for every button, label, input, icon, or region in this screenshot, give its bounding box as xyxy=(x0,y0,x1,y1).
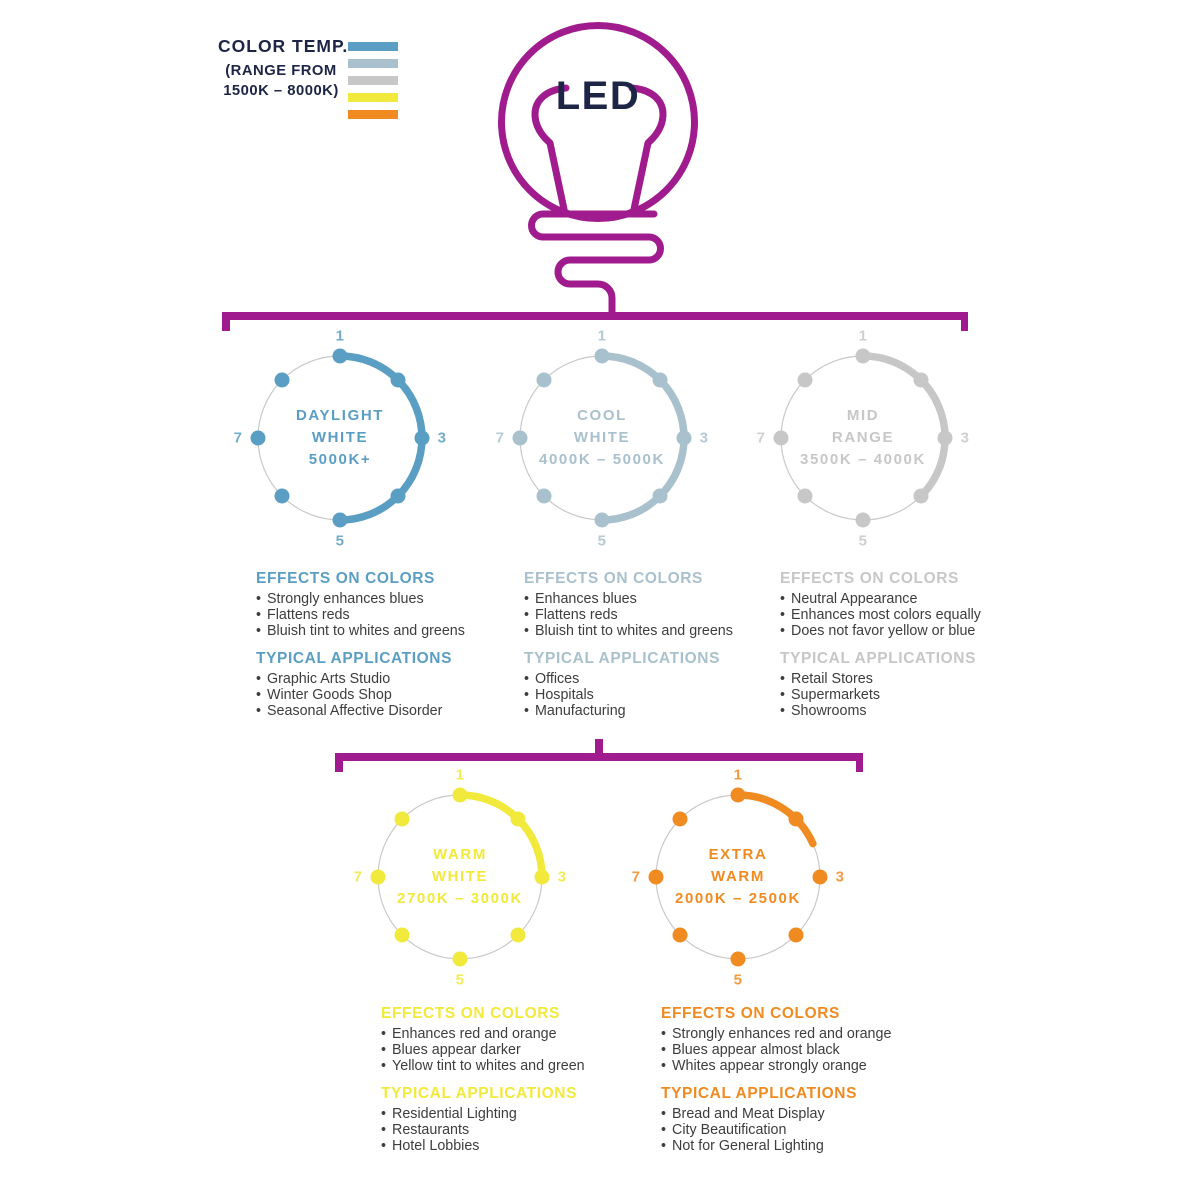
applications-list xyxy=(780,671,1050,719)
applications-heading: TYPICAL APPLICATIONS xyxy=(661,1085,858,1102)
effects-text: Strongly enhances blues xyxy=(267,591,424,607)
category-text-block xyxy=(524,571,794,719)
bullet-dot: • xyxy=(780,607,786,623)
dial-number-7: 7 xyxy=(353,868,363,886)
applications-list xyxy=(256,671,526,719)
effects-heading: EFFECTS ON COLORS xyxy=(780,570,959,587)
effects-item xyxy=(256,591,526,607)
applications-text: Hotel Lobbies xyxy=(392,1138,480,1154)
legend-subtitle-line1: (RANGE FROM xyxy=(225,63,337,79)
bullet-dot: • xyxy=(780,703,786,719)
effects-text: Blues appear darker xyxy=(392,1042,521,1058)
applications-item xyxy=(256,703,526,719)
applications-text: Showrooms xyxy=(791,703,867,719)
bullet-dot: • xyxy=(661,1106,667,1122)
applications-text: Retail Stores xyxy=(791,671,873,687)
dial-number-5: 5 xyxy=(597,532,607,550)
applications-item xyxy=(780,703,1050,719)
bullet-dot: • xyxy=(381,1122,387,1138)
applications-item xyxy=(524,703,794,719)
applications-list xyxy=(524,671,794,719)
applications-text: Restaurants xyxy=(392,1122,470,1138)
dial-number-1: 1 xyxy=(455,766,465,784)
effects-item xyxy=(524,591,794,607)
effects-text: Enhances blues xyxy=(535,591,637,607)
dial-number-5: 5 xyxy=(335,532,345,550)
applications-heading: TYPICAL APPLICATIONS xyxy=(780,650,977,667)
led-label: LED xyxy=(555,74,641,118)
dial-title-warm-white xyxy=(365,844,555,910)
mid-range-swatch xyxy=(348,76,398,85)
bracket-top-bar xyxy=(222,312,968,320)
effects-item xyxy=(381,1026,651,1042)
effects-item xyxy=(780,607,1050,623)
color-temp-legend xyxy=(218,36,349,101)
effects-text: Blues appear almost black xyxy=(672,1042,840,1058)
applications-item xyxy=(661,1106,931,1122)
effects-item xyxy=(381,1058,651,1074)
effects-list xyxy=(661,1026,931,1074)
dial-number-7: 7 xyxy=(233,429,243,447)
bullet-dot: • xyxy=(780,671,786,687)
effects-text: Whites appear strongly orange xyxy=(672,1058,867,1074)
bracket-bottom-left-tick xyxy=(335,753,343,772)
dial-title-line: DAYLIGHT xyxy=(295,407,385,424)
applications-text: Not for General Lighting xyxy=(672,1138,824,1154)
dial-title-line: WHITE xyxy=(311,429,369,446)
dial-title-line: EXTRA xyxy=(708,846,768,863)
dial-number-3: 3 xyxy=(437,429,447,447)
bullet-dot: • xyxy=(524,623,530,639)
applications-text: Supermarkets xyxy=(791,687,881,703)
applications-list xyxy=(661,1106,931,1154)
applications-heading: TYPICAL APPLICATIONS xyxy=(381,1085,578,1102)
applications-heading: TYPICAL APPLICATIONS xyxy=(524,650,721,667)
effects-item xyxy=(661,1026,931,1042)
led-bulb-icon xyxy=(480,10,720,320)
dial-title-line: COOL xyxy=(577,407,627,424)
bullet-dot: • xyxy=(256,671,262,687)
dial-number-1: 1 xyxy=(858,327,868,345)
effects-heading: EFFECTS ON COLORS xyxy=(661,1005,840,1022)
applications-item xyxy=(381,1122,651,1138)
applications-item xyxy=(524,687,794,703)
dial-number-1: 1 xyxy=(733,766,743,784)
effects-item xyxy=(661,1042,931,1058)
applications-text: Seasonal Affective Disorder xyxy=(267,703,443,719)
dial-title-line: WHITE xyxy=(431,868,489,885)
dial-title-line: WARM xyxy=(711,868,765,885)
applications-list xyxy=(381,1106,651,1154)
applications-text: Offices xyxy=(535,671,580,687)
applications-item xyxy=(381,1138,651,1154)
bullet-dot: • xyxy=(381,1042,387,1058)
effects-text: Enhances red and orange xyxy=(392,1026,557,1042)
bullet-dot: • xyxy=(524,671,530,687)
dial-title-extra-warm xyxy=(643,844,833,910)
effects-heading: EFFECTS ON COLORS xyxy=(381,1005,560,1022)
bullet-dot: • xyxy=(661,1122,667,1138)
effects-item xyxy=(524,607,794,623)
bullet-dot: • xyxy=(256,623,262,639)
dial-number-1: 1 xyxy=(597,327,607,345)
dial-title-cool-white xyxy=(507,405,697,471)
bullet-dot: • xyxy=(661,1042,667,1058)
bullet-dot: • xyxy=(256,591,262,607)
daylight-white-swatch xyxy=(348,42,398,51)
dial-number-3: 3 xyxy=(699,429,709,447)
dial-number-7: 7 xyxy=(495,429,505,447)
cool-white-swatch xyxy=(348,59,398,68)
bullet-dot: • xyxy=(524,703,530,719)
applications-text: Residential Lighting xyxy=(392,1106,517,1122)
applications-text: Winter Goods Shop xyxy=(267,687,392,703)
category-text-block xyxy=(381,1006,651,1154)
applications-heading: TYPICAL APPLICATIONS xyxy=(256,650,453,667)
bullet-dot: • xyxy=(524,591,530,607)
category-text-block xyxy=(661,1006,931,1154)
effects-item xyxy=(381,1042,651,1058)
dial-title-line: WARM xyxy=(433,846,487,863)
applications-item xyxy=(661,1122,931,1138)
effects-list xyxy=(256,591,526,639)
effects-text: Yellow tint to whites and green xyxy=(392,1058,585,1074)
warm-white-swatch xyxy=(348,93,398,102)
dial-number-7: 7 xyxy=(631,868,641,886)
applications-text: City Beautification xyxy=(672,1122,787,1138)
bullet-dot: • xyxy=(524,607,530,623)
bullet-dot: • xyxy=(780,687,786,703)
effects-item xyxy=(256,607,526,623)
effects-text: Flattens reds xyxy=(267,607,350,623)
legend-title: COLOR TEMP. xyxy=(218,36,349,56)
dial-number-5: 5 xyxy=(455,971,465,989)
effects-text: Bluish tint to whites and greens xyxy=(267,623,465,639)
effects-list xyxy=(780,591,1050,639)
dial-number-3: 3 xyxy=(557,868,567,886)
effects-text: Does not favor yellow or blue xyxy=(791,623,976,639)
dial-number-5: 5 xyxy=(733,971,743,989)
dial-title-line: RANGE xyxy=(831,429,895,446)
bracket-bottom-bar xyxy=(335,753,863,761)
bullet-dot: • xyxy=(780,591,786,607)
legend-subtitle-line2: 1500K – 8000K) xyxy=(223,83,339,99)
effects-text: Enhances most colors equally xyxy=(791,607,981,623)
dial-number-1: 1 xyxy=(335,327,345,345)
applications-text: Hospitals xyxy=(535,687,594,703)
dial-number-5: 5 xyxy=(858,532,868,550)
applications-item xyxy=(256,671,526,687)
dial-title-daylight-white xyxy=(245,405,435,471)
bullet-dot: • xyxy=(256,607,262,623)
effects-item xyxy=(524,623,794,639)
legend-swatch-list xyxy=(348,42,398,127)
applications-item xyxy=(381,1106,651,1122)
category-text-block xyxy=(256,571,526,719)
bullet-dot: • xyxy=(661,1026,667,1042)
dial-number-3: 3 xyxy=(835,868,845,886)
effects-text: Strongly enhances red and orange xyxy=(672,1026,892,1042)
applications-text: Bread and Meat Display xyxy=(672,1106,825,1122)
effects-item xyxy=(256,623,526,639)
dial-title-line: 3500K – 4000K xyxy=(800,451,926,468)
bullet-dot: • xyxy=(780,623,786,639)
applications-item xyxy=(524,671,794,687)
bullet-dot: • xyxy=(524,687,530,703)
effects-item xyxy=(661,1058,931,1074)
dial-title-line: 5000K+ xyxy=(308,451,372,468)
dial-title-line: 2700K – 3000K xyxy=(397,890,523,907)
dial-title-line: 2000K – 2500K xyxy=(675,890,801,907)
applications-item xyxy=(661,1138,931,1154)
applications-item xyxy=(780,671,1050,687)
bullet-dot: • xyxy=(381,1106,387,1122)
dial-title-line: MID xyxy=(846,407,880,424)
bullet-dot: • xyxy=(661,1138,667,1154)
effects-text: Neutral Appearance xyxy=(791,591,918,607)
dial-title-line: 4000K – 5000K xyxy=(539,451,665,468)
bullet-dot: • xyxy=(256,687,262,703)
bracket-bottom-right-tick xyxy=(856,753,864,772)
dial-number-7: 7 xyxy=(756,429,766,447)
dial-title-mid-range xyxy=(768,405,958,471)
bullet-dot: • xyxy=(256,703,262,719)
effects-item xyxy=(780,591,1050,607)
dial-title-line: WHITE xyxy=(573,429,631,446)
bullet-dot: • xyxy=(381,1058,387,1074)
effects-item xyxy=(780,623,1050,639)
bullet-dot: • xyxy=(381,1026,387,1042)
applications-item xyxy=(256,687,526,703)
effects-heading: EFFECTS ON COLORS xyxy=(256,570,435,587)
effects-text: Bluish tint to whites and greens xyxy=(535,623,733,639)
dial-number-3: 3 xyxy=(960,429,970,447)
bullet-dot: • xyxy=(381,1138,387,1154)
effects-list xyxy=(524,591,794,639)
applications-text: Graphic Arts Studio xyxy=(267,671,391,687)
effects-list xyxy=(381,1026,651,1074)
extra-warm-swatch xyxy=(348,110,398,119)
effects-heading: EFFECTS ON COLORS xyxy=(524,570,703,587)
applications-text: Manufacturing xyxy=(535,703,626,719)
effects-text: Flattens reds xyxy=(535,607,618,623)
applications-item xyxy=(780,687,1050,703)
category-text-block xyxy=(780,571,1050,719)
bullet-dot: • xyxy=(661,1058,667,1074)
